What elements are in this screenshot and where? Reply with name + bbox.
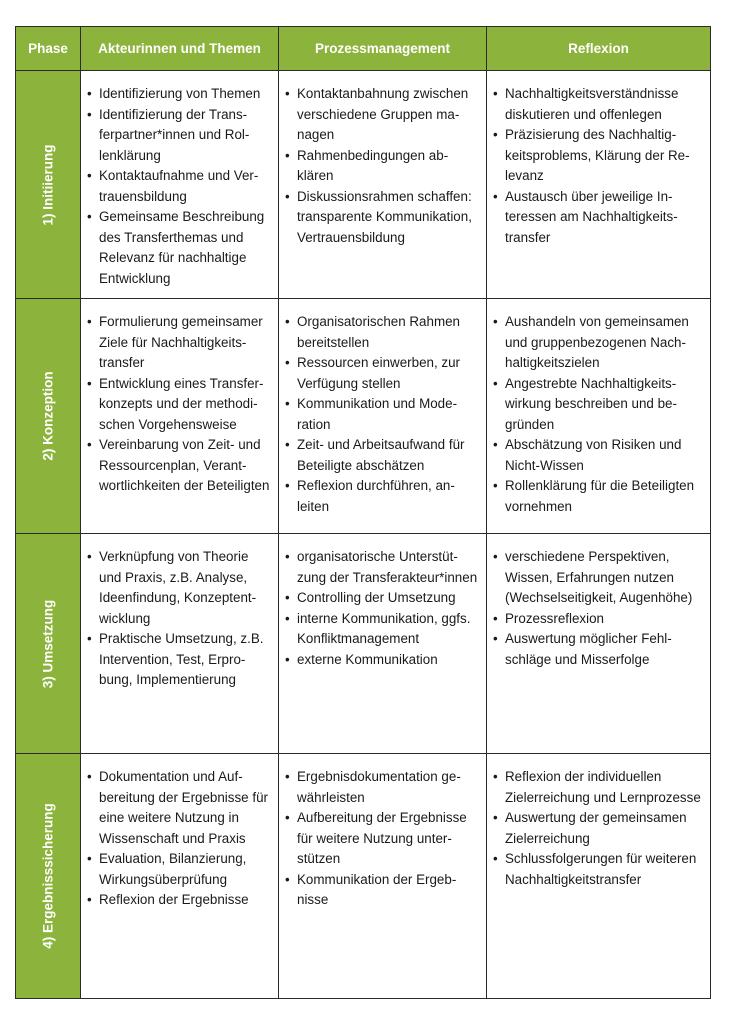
list-item: • Identifizierung der Transferpartner*innen und Rollenklärung <box>85 105 272 167</box>
process-list <box>283 767 480 911</box>
actors-list <box>85 547 272 691</box>
phase-label: 3) Umsetzung <box>40 599 56 688</box>
actors-cell <box>81 299 279 534</box>
list-item: • verschiedene Perspektiven, Wissen, Erfahrungen nutzen (Wechselseitigkeit, Augenhöhe) <box>491 547 704 609</box>
table-row <box>16 299 711 534</box>
list-item: • Aufbereitung der Ergebnisse für weitere Nutzung unterstützen <box>283 808 480 870</box>
phase-label: 2) Konzeption <box>40 371 56 461</box>
list-item: • Kontaktanbahnung zwischen verschiedene Gruppen managen <box>283 84 480 146</box>
list-item: • Prozessreflexion <box>491 609 704 630</box>
reflection-cell <box>487 299 711 534</box>
list-item: • Entwicklung eines Transferkonzepts und der methodischen Vorgehensweise <box>85 374 272 436</box>
list-item: • Controlling der Umsetzung <box>283 588 480 609</box>
header-reflection: Reflexion <box>487 27 711 71</box>
list-item: • Ressourcen einwerben, zur Verfügung stellen <box>283 353 480 394</box>
list-item: • Zeit- und Arbeitsaufwand für Beteiligte abschätzen <box>283 435 480 476</box>
process-cell <box>279 71 487 299</box>
reflection-cell <box>487 754 711 999</box>
list-item: • Evaluation, Bilanzierung, Wirkungsüberprüfung <box>85 849 272 890</box>
list-item: • Verknüpfung von Theorie und Praxis, z.B. Analyse, Ideenfindung, Konzeptentwicklung <box>85 547 272 629</box>
actors-cell <box>81 71 279 299</box>
reflection-list <box>491 767 704 890</box>
phase-label: 1) Initiierung <box>40 144 56 225</box>
list-item: • Aushandeln von gemeinsamen und gruppenbezogenen Nachhaltigkeitszielen <box>491 312 704 374</box>
list-item: • Angestrebte Nachhaltigkeitswirkung beschreiben und begründen <box>491 374 704 436</box>
list-item: • Rollenklärung für die Beteiligten vornehmen <box>491 476 704 517</box>
list-item: • Formulierung gemeinsamer Ziele für Nachhaltigkeitstransfer <box>85 312 272 374</box>
process-list <box>283 547 480 670</box>
table-row <box>16 534 711 754</box>
list-item: • organisatorische Unterstützung der Transferakteur*innen <box>283 547 480 588</box>
list-item: • Organisatorischen Rahmen bereitstellen <box>283 312 480 353</box>
list-item: • Praktische Umsetzung, z.B. Intervention, Test, Erprobung, Implementierung <box>85 629 272 691</box>
list-item: • Präzisierung des Nachhaltigkeitsproblems, Klärung der Relevanz <box>491 125 704 187</box>
process-list <box>283 312 480 517</box>
phase-label: 4) Ergebnisssicherung <box>40 803 56 949</box>
header-row <box>16 27 711 71</box>
list-item: • Reflexion der Ergebnisse <box>85 890 272 911</box>
reflection-list <box>491 312 704 517</box>
list-item: • Reflexion der individuellen Zielerreichung und Lernprozesse <box>491 767 704 808</box>
list-item: • Kommunikation und Moderation <box>283 394 480 435</box>
list-item: • Nachhaltigkeitsverständnisse diskutieren und offenlegen <box>491 84 704 125</box>
list-item: • externe Kommunikation <box>283 650 480 671</box>
table-row <box>16 754 711 999</box>
list-item: • Dokumentation und Aufbereitung der Ergebnisse für eine weitere Nutzung in Wissenschaft und Praxis <box>85 767 272 849</box>
table-header <box>16 27 711 71</box>
actors-list <box>85 767 272 911</box>
list-item: • Austausch über jeweilige Interessen am Nachhaltigkeitstransfer <box>491 187 704 249</box>
list-item: • Diskussionsrahmen schaffen: transparente Kommunikation, Vertrauensbildung <box>283 187 480 249</box>
table-body <box>16 71 711 999</box>
actors-list <box>85 312 272 497</box>
list-item: • Schlussfolgerungen für weiteren Nachhaltigkeitstransfer <box>491 849 704 890</box>
reflection-cell <box>487 534 711 754</box>
phase-cell <box>16 299 81 534</box>
list-item: • Reflexion durchführen, anleiten <box>283 476 480 517</box>
phase-cell <box>16 71 81 299</box>
list-item: • Kommunikation der Ergebnisse <box>283 870 480 911</box>
list-item: • Identifizierung von Themen <box>85 84 272 105</box>
process-cell <box>279 534 487 754</box>
actors-cell <box>81 534 279 754</box>
reflection-cell <box>487 71 711 299</box>
table-row <box>16 71 711 299</box>
list-item: • Auswertung der gemeinsamen Zielerreichung <box>491 808 704 849</box>
process-list <box>283 84 480 248</box>
list-item: • interne Kommunikation, ggfs. Konfliktmanagement <box>283 609 480 650</box>
list-item: • Auswertung möglicher Fehlschläge und Misserfolge <box>491 629 704 670</box>
actors-cell <box>81 754 279 999</box>
reflection-list <box>491 84 704 248</box>
list-item: • Ergebnisdokumentation gewährleisten <box>283 767 480 808</box>
header-phase: Phase <box>16 27 81 71</box>
phase-cell <box>16 534 81 754</box>
header-actors-topics: Akteurinnen und Themen <box>81 27 279 71</box>
actors-list <box>85 84 272 289</box>
transfer-phases-table <box>15 26 711 999</box>
list-item: • Vereinbarung von Zeit- und Ressourcenplan, Verantwortlichkeiten der Beteiligten <box>85 435 272 497</box>
phase-cell <box>16 754 81 999</box>
process-cell <box>279 299 487 534</box>
process-cell <box>279 754 487 999</box>
list-item: • Rahmenbedingungen abklären <box>283 146 480 187</box>
reflection-list <box>491 547 704 670</box>
list-item: • Kontaktaufnahme und Vertrauensbildung <box>85 166 272 207</box>
list-item: • Gemeinsame Beschreibung des Transferthemas und Relevanz für nachhaltige Entwicklung <box>85 207 272 289</box>
header-process-management: Prozessmanagement <box>279 27 487 71</box>
list-item: • Abschätzung von Risiken und Nicht-Wissen <box>491 435 704 476</box>
